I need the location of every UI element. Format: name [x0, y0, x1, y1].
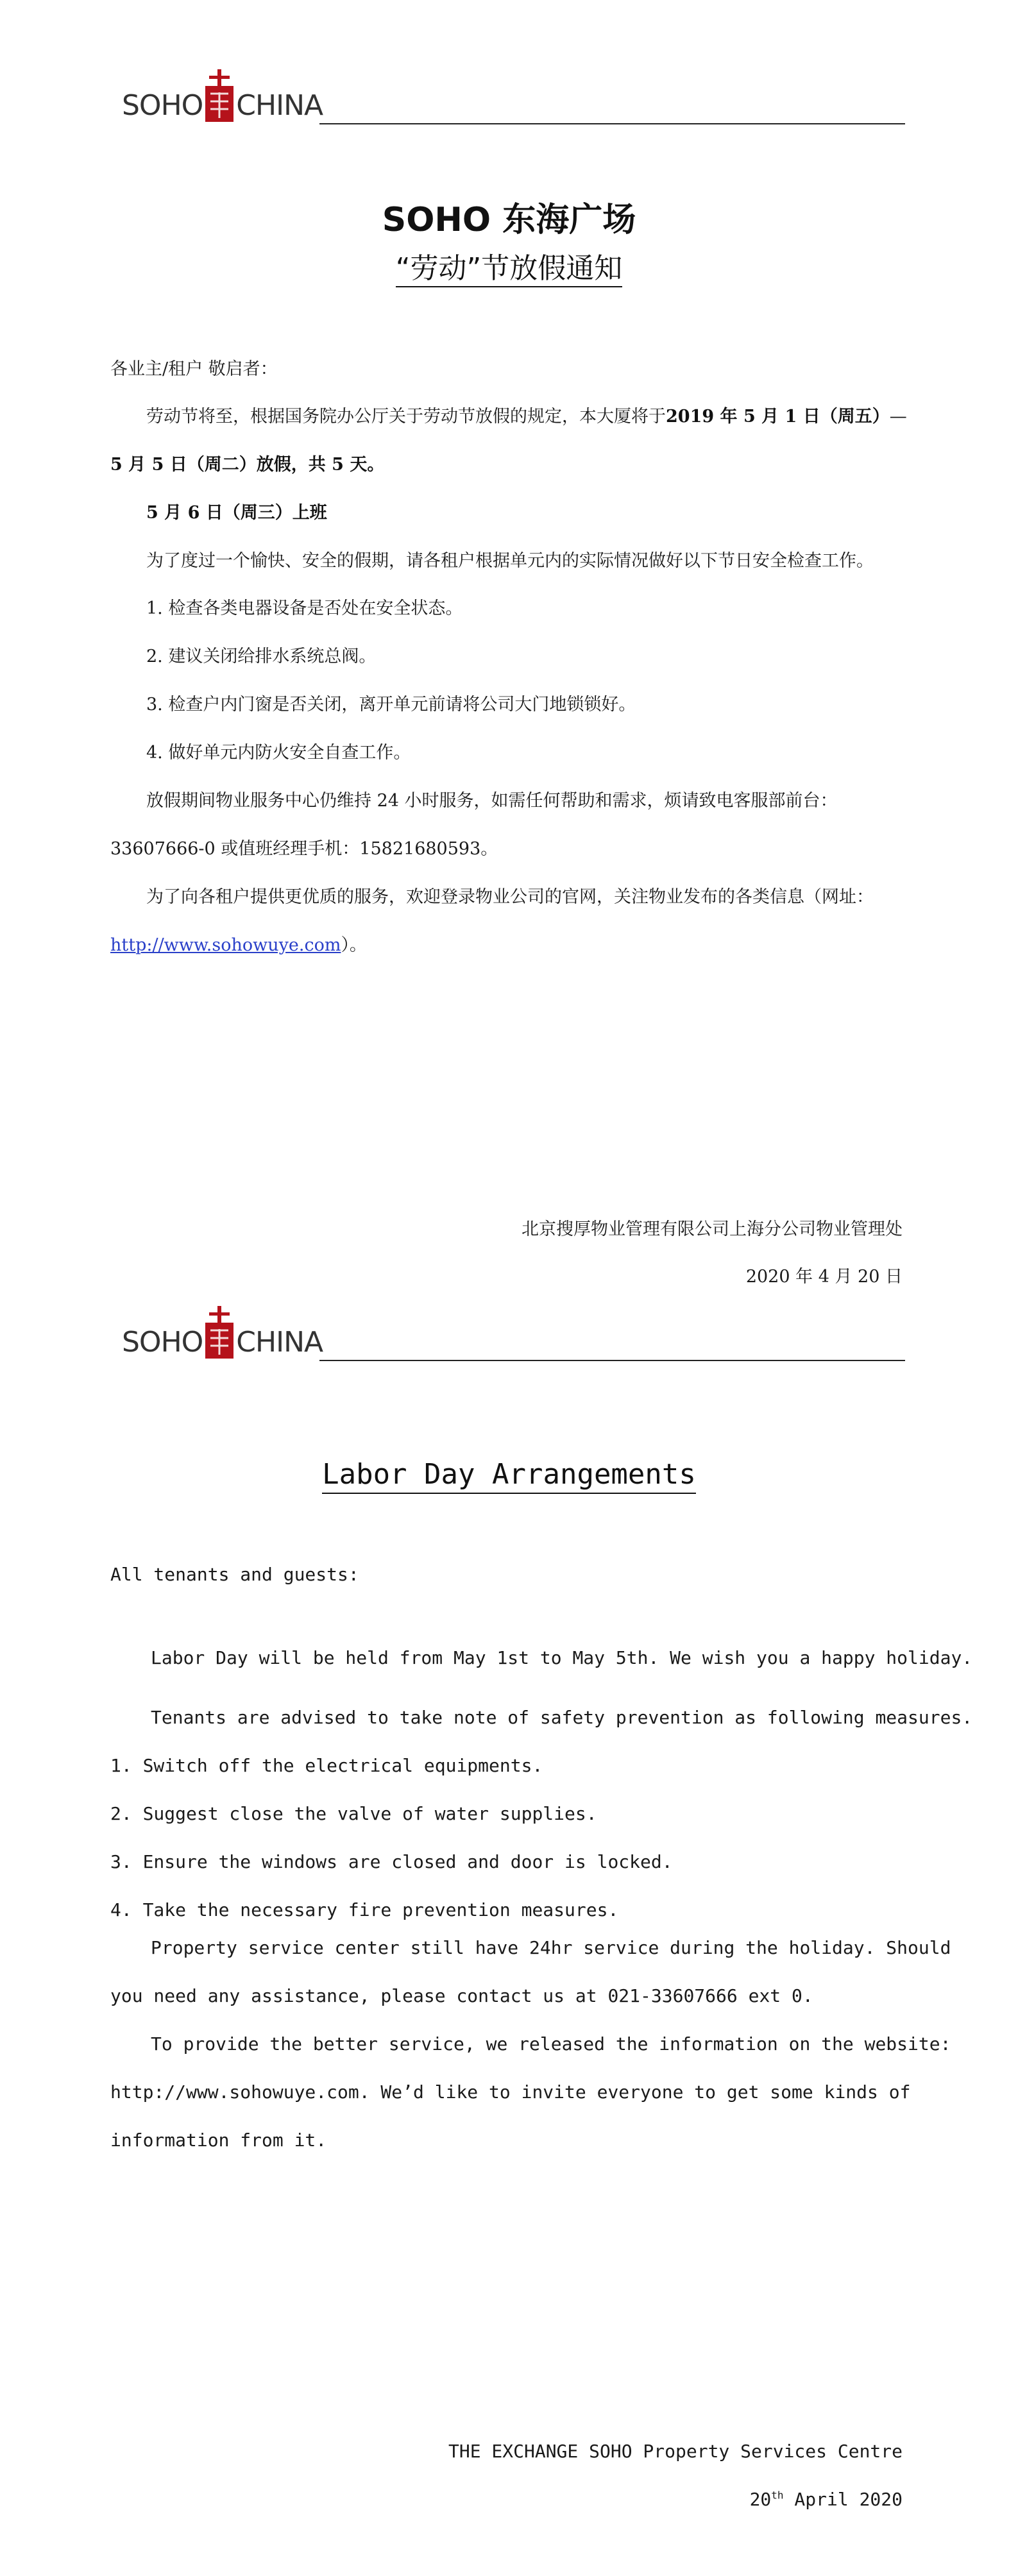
greeting: All tenants and guests:	[110, 1564, 359, 1585]
notice-page-english	[0, 1289, 1018, 2576]
paragraph-website-line3: information from it.	[110, 2130, 327, 2151]
list-item: 4. 做好单元内防火安全自查工作。	[146, 743, 411, 763]
paragraph-holiday-dates-cont	[110, 450, 384, 475]
logo-left-text: SOHO	[122, 89, 203, 122]
paragraph-website-line1: To provide the better service, we released the information on the website:	[151, 2033, 951, 2055]
seal-icon	[204, 69, 235, 123]
paragraph-service-line2: you need any assistance, please contact us at 021-33607666 ext 0.	[110, 1985, 813, 2006]
list-item: 1. 检查各类电器设备是否处在安全状态。	[146, 598, 463, 618]
back-to-work-date: 5 月 6 日（周三）上班	[146, 503, 327, 523]
logo-left-text: SOHO	[122, 1325, 203, 1359]
page-title-text: Labor Day Arrangements	[322, 1458, 696, 1494]
page-subtitle-text: “劳动”节放假通知	[396, 252, 623, 287]
page-subtitle	[0, 245, 1018, 286]
paragraph-service-line1: Property service center still have 24hr service during the holiday. Should	[151, 1937, 951, 1958]
paragraph-website-line1: 为了向各租户提供更优质的服务，欢迎登录物业公司的官网，关注物业发布的各类信息（网址：	[146, 887, 874, 907]
paragraph-back-to-work	[146, 498, 327, 523]
paragraph-holiday-dates	[146, 402, 907, 427]
soho-china-logo	[122, 1315, 323, 1369]
paragraph-service-line2: 33607666-0 或值班经理手机：15821680593。	[110, 839, 498, 859]
holiday-dash: —	[889, 407, 907, 427]
page-title: SOHO 东海广场	[382, 201, 636, 239]
logo-right-text: CHINA	[236, 1325, 323, 1359]
seal-icon	[204, 1306, 235, 1360]
list-item: 2. 建议关闭给排水系统总阀。	[146, 647, 377, 666]
signature: 北京搜厚物业管理有限公司上海分公司物业管理处	[522, 1219, 903, 1239]
soho-china-logo	[122, 78, 323, 132]
page-title	[0, 1458, 1018, 1491]
holiday-start-date: 2019 年 5 月 1 日（周五）	[666, 407, 890, 427]
header-rule	[319, 1360, 905, 1361]
list-item: 3. Ensure the windows are closed and door is locked.	[110, 1851, 673, 1872]
signature: THE EXCHANGE SOHO Property Services Centre	[448, 2441, 903, 2462]
paragraph-holiday-dates: Labor Day will be held from May 1st to May 5th. We wish you a happy holiday.	[151, 1647, 973, 1668]
website-link[interactable]: http://www.sohowuye.com	[110, 935, 341, 955]
list-item: 3. 检查户内门窗是否关闭，离开单元前请将公司大门地锁锁好。	[146, 695, 636, 715]
date-day: 20	[749, 2489, 772, 2510]
list-item: 2. Suggest close the valve of water supplies.	[110, 1803, 597, 1824]
header-rule	[319, 123, 905, 124]
date-rest: April 2020	[783, 2489, 903, 2510]
list-item: 4. Take the necessary fire prevention measures.	[110, 1899, 619, 1920]
paragraph-website-line2	[110, 931, 367, 956]
list-item: 1. Switch off the electrical equipments.	[110, 1755, 543, 1776]
notice-date: 2020 年 4 月 20 日	[745, 1267, 903, 1287]
holiday-text: 劳动节将至，根据国务院办公厅关于劳动节放假的规定，本大厦将于	[146, 407, 666, 427]
logo-right-text: CHINA	[236, 89, 323, 122]
paragraph-website-line2: http://www.sohowuye.com. We’d like to invite everyone to get some kinds of	[110, 2081, 911, 2103]
paragraph-service-line1: 放假期间物业服务中心仍维持 24 小时服务，如需任何帮助和需求，烦请致电客服部前台：	[146, 791, 838, 811]
greeting: 各业主/租户 敬启者：	[110, 359, 278, 379]
holiday-end-date: 5 月 5 日（周二）放假，共 5 天。	[110, 455, 385, 475]
date-suffix: th	[771, 2489, 784, 2502]
paragraph-safety-intro: Tenants are advised to take note of safety prevention as following measures.	[151, 1707, 973, 1728]
paragraph-safety-intro: 为了度过一个愉快、安全的假期，请各租户根据单元内的实际情况做好以下节日安全检查工作。	[146, 551, 874, 571]
notice-date	[750, 2489, 903, 2510]
website-link-tail: ）。	[341, 935, 367, 955]
